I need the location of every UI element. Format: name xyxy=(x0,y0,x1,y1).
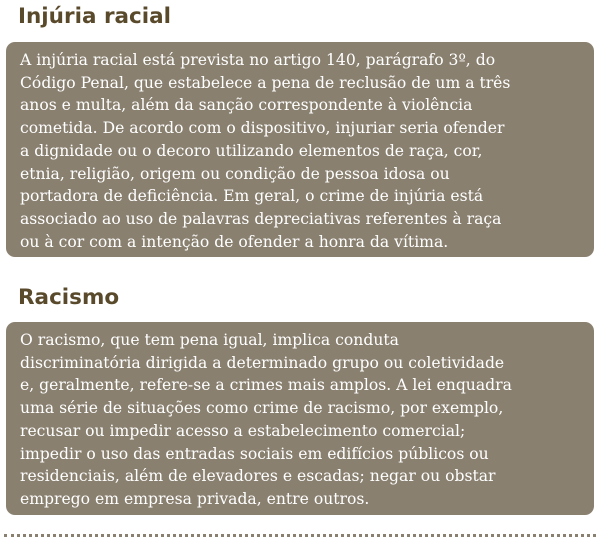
paragraph-line: recusar ou impedir acesso a estabelecimento comercial; xyxy=(20,421,466,440)
paragraph-line: e, geralmente, refere-se a crimes mais amplos. A lei enquadra xyxy=(20,376,512,395)
section-title-injuria-racial: Injúria racial xyxy=(18,4,172,29)
paragraph-line: emprego em empresa privada, entre outros. xyxy=(20,489,370,508)
paragraph-line: uma série de situações como crime de racismo, por exemplo, xyxy=(20,399,504,418)
paragraph-line: anos e multa, além da sanção correspondente à violência xyxy=(20,96,473,115)
paragraph-line: A injúria racial está prevista no artigo 140, parágrafo 3º, do xyxy=(20,51,496,69)
paragraph-line: a dignidade ou o decoro utilizando elementos de raça, cor, xyxy=(20,141,483,160)
paragraph-line: Código Penal, que estabelece a pena de reclusão de um a três xyxy=(20,73,511,92)
paragraph-line: discriminatória dirigida a determinado grupo ou coletividade xyxy=(20,353,505,372)
section-title-racismo: Racismo xyxy=(18,285,120,310)
racismo-text-box xyxy=(6,322,594,515)
paragraph-line: ou à cor com a intenção de ofender a honra da vítima. xyxy=(20,232,449,251)
paragraph-line: etnia, religião, origem ou condição de pessoa idosa ou xyxy=(20,164,450,183)
paragraph-line: portadora de deficiência. Em geral, o crime de injúria está xyxy=(20,187,484,206)
paragraph-line: O racismo, que tem pena igual, implica conduta xyxy=(20,331,399,349)
paragraph-line: cometida. De acordo com o dispositivo, injuriar seria ofender xyxy=(20,119,505,138)
paragraph-line: associado ao uso de palavras depreciativas referentes à raça xyxy=(20,209,502,228)
injuria-racial-text-box xyxy=(6,42,594,257)
paragraph-line: impedir o uso das entradas sociais em edifícios públicos ou xyxy=(20,444,489,463)
paragraph-line: residenciais, além de elevadores e escadas; negar ou obstar xyxy=(20,467,496,486)
dotted-divider xyxy=(4,534,596,537)
